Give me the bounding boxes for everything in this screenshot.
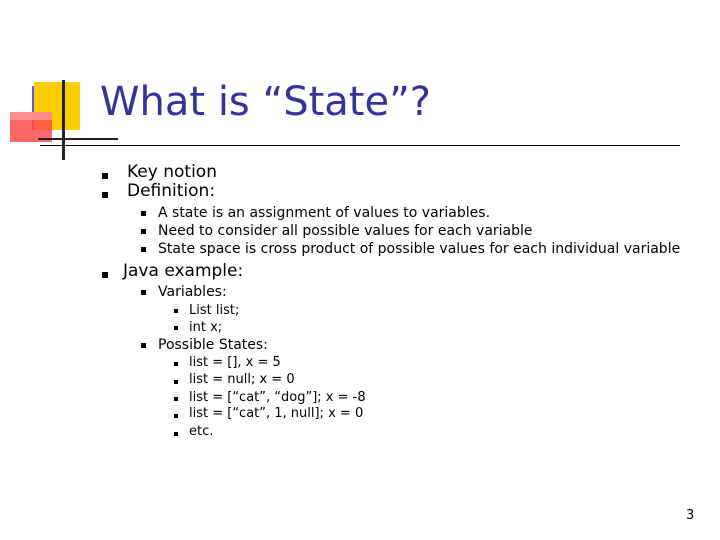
bullet-state-2: list = null; x = 0 (189, 372, 295, 387)
bullet-variables: Variables: (158, 284, 227, 300)
bullet-def-3: State space is cross product of possible values for each individual variable (158, 241, 681, 257)
bullet-marker (174, 432, 178, 436)
bullet-marker (174, 414, 178, 418)
slide-title: What is “State”? (100, 79, 432, 125)
bullet-marker (102, 192, 108, 198)
bullet-definition: Definition: (127, 181, 216, 201)
bullet-marker (141, 247, 146, 252)
bullet-var-2: int x; (189, 320, 223, 335)
bullet-state-5: etc. (189, 424, 214, 439)
bullet-key-notion: Key notion (127, 162, 217, 182)
bullet-marker (174, 326, 178, 330)
bullet-marker (174, 380, 178, 384)
bullet-possible-states: Possible States: (158, 337, 268, 353)
bullet-def-1: A state is an assignment of values to variables. (158, 205, 491, 221)
bullet-marker (141, 290, 146, 295)
bullet-marker (102, 173, 108, 179)
bullet-state-3: list = [“cat”, “dog”]; x = -8 (189, 390, 366, 405)
bullet-var-1: List list; (189, 303, 240, 318)
page-number: 3 (686, 508, 695, 523)
bullet-marker (102, 272, 108, 278)
title-underline (40, 145, 680, 146)
bullet-marker (174, 397, 178, 401)
bullet-java-example: Java example: (123, 261, 244, 281)
bullet-marker (174, 362, 178, 366)
bullet-marker (174, 309, 178, 313)
bullet-state-1: list = [], x = 5 (189, 355, 281, 370)
bullet-marker (141, 211, 146, 216)
bullet-state-4: list = [“cat”, 1, null]; x = 0 (189, 406, 364, 421)
bullet-marker (141, 229, 146, 234)
bullet-def-2: Need to consider all possible values for each variable (158, 223, 533, 239)
bullet-marker (141, 343, 146, 348)
